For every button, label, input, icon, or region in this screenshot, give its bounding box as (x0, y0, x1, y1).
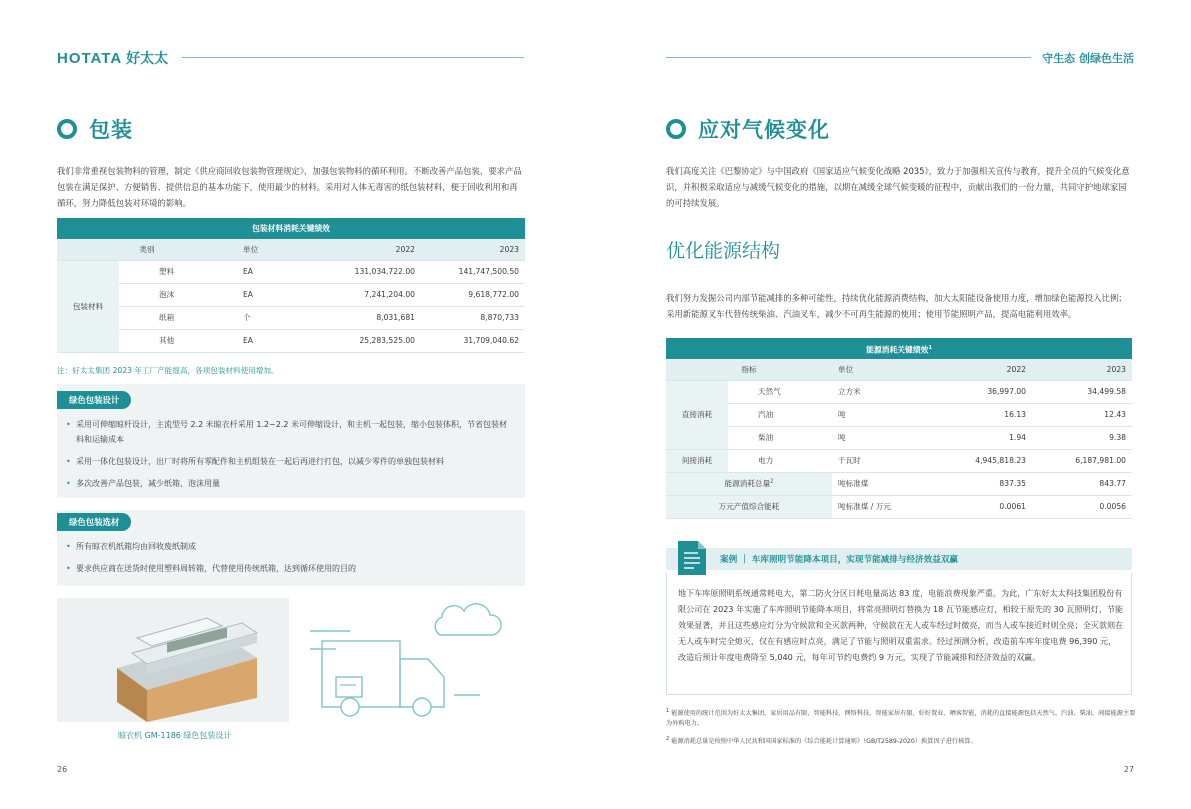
cell: EA (237, 329, 317, 352)
cell: 34,499.58 (1032, 380, 1132, 403)
page-title: 应对气候变化 (698, 118, 830, 142)
cell: 16.13 (932, 403, 1032, 426)
table-row (57, 283, 525, 306)
list-item: • 所有晾衣机纸箱均由回收废纸制成 (64, 539, 514, 554)
slogan: 守生态 创绿色生活 (1042, 52, 1134, 65)
section-title-packaging (57, 114, 133, 144)
table-row (57, 260, 525, 283)
logo-en: HOTATA (57, 49, 123, 67)
cell: 837.35 (932, 472, 1032, 495)
subtitle: 优化能源结构 (666, 240, 781, 262)
cell: 31,709,040.62 (421, 329, 525, 352)
table-row (666, 449, 1132, 472)
logo-cn: 好太太 (126, 51, 169, 67)
cell: 4,945,818.23 (932, 449, 1032, 472)
col-header: 2023 (1032, 359, 1132, 380)
footnote: $^2$ 能源消耗总量是按照中华人民共和国国家标准的《综合能耗计算通则》（GB/T2589-2020）换算因子进行核算。 (666, 736, 977, 746)
right-page (596, 0, 1191, 809)
cell: 个 (237, 306, 317, 329)
cell: 纸箱 (119, 306, 237, 329)
cell: 0.0061 (932, 495, 1032, 518)
green-design-list (64, 417, 514, 498)
table-row (666, 403, 1132, 426)
col-header: 2023 (421, 239, 525, 260)
cell: 电力 (728, 449, 832, 472)
table-row (666, 495, 1132, 518)
logo (57, 48, 168, 68)
category-cell: 间接消耗 (666, 449, 728, 472)
header-rule (182, 57, 524, 58)
cell: 7,241,204.00 (317, 283, 421, 306)
footnote: $^1$ 能源使用的统计范围为好太太集团、家居用品有限、智能科技、网络科技、智能家居有限、好好置业、晒客智能，消耗的直接能源包括天然气、汽油、柴油，间接能源主要为外购电力。 (666, 708, 1136, 728)
left-page (0, 0, 595, 809)
cell: 千瓦时 (832, 449, 932, 472)
intro-paragraph: 我们高度关注《巴黎协定》与中国政府《国家适应气候变化战略 2035》，致力于加强相关宣传与教育，提升全员的气候变化意识，并积极采取适应与减缓气候变化的措施，以期在减缓全球气候变暖的征程中，贡献出我们的一份力量，共同守护地球家园的可持续发展。 (666, 166, 1130, 208)
energy-table (666, 338, 1132, 519)
cell: 843.77 (1032, 472, 1132, 495)
case-text: 地下车库原照明系统通常耗电大，第二防火分区日耗电量高达 83 度，电能浪费现象严重。为此，广东好太太科技集团股份有限公司在 2023 年实施了车库照明节能降本项目，将常亮照明灯替换为 18 瓦节能感应灯，相较于原先的 30 瓦照明灯，节能效果显著，并且这些感应灯分为守候款和全灭款两种，守候款在无人或车经过时微亮，而当人或车接近时则全亮；全灭款则在无人或车时完全熄灭，仅在有感应时点亮，满足了节能与照明双重需求。经过预测分析，改造前车库年度电费 96,390 元，改造后预计年度电费降至 5,040 元，每年可节约电费约 9 万元，实现了节能减排和经济效益的双赢。 (678, 588, 1124, 662)
table-note: 注：好太太集团 2023 年工厂产能提高，各项包装材料使用增加。 (57, 366, 279, 375)
cell: 吨标准煤 (832, 472, 932, 495)
list-item: • 多次改善产品包装，减少纸箱、泡沫用量 (64, 476, 514, 491)
intensity-label-cell: 万元产值综合能耗 (666, 495, 832, 518)
cell: EA (237, 260, 317, 283)
list-item: • 要求供应商在送货时使用塑料周转箱，代替使用传统纸箱，达到循环使用的目的 (64, 561, 514, 576)
cell: 1.94 (932, 426, 1032, 449)
packaging-table (57, 218, 525, 353)
cell: 8,031,681 (317, 306, 421, 329)
cell: 吨标准煤 / 万元 (832, 495, 932, 518)
ring-icon (57, 119, 77, 139)
cell: 9,618,772.00 (421, 283, 525, 306)
green-design-tag: 绿色包装设计 (57, 391, 131, 409)
cell: 吨 (832, 403, 932, 426)
green-material-tag: 绿色包装选材 (57, 513, 131, 531)
table-row (666, 380, 1132, 403)
cell: 汽油 (728, 403, 832, 426)
table-row (57, 329, 525, 352)
cell: 泡沫 (119, 283, 237, 306)
cell: 131,034,722.00 (317, 260, 421, 283)
table-header-row (57, 239, 525, 260)
ring-icon (666, 119, 686, 139)
page-title: 包装 (89, 118, 133, 142)
box-icon (57, 598, 289, 722)
cell: 天然气 (728, 380, 832, 403)
col-header: 2022 (932, 359, 1032, 380)
cell: 立方米 (832, 380, 932, 403)
cell: 8,870,733 (421, 306, 525, 329)
cell: 0.0056 (1032, 495, 1132, 518)
cell: 6,187,981.00 (1032, 449, 1132, 472)
page-number: 27 (1123, 765, 1134, 774)
table-row (666, 472, 1132, 495)
category-cell: 直接消耗 (666, 380, 728, 449)
cell: 12.43 (1032, 403, 1132, 426)
col-header: 2022 (317, 239, 421, 260)
cell: 25,283,525.00 (317, 329, 421, 352)
table-caption: 能源消耗关键绩效$^1$ (666, 338, 1132, 359)
energy-paragraph: 我们努力发掘公司内部节能减排的多种可能性，持续优化能源消费结构，加大太阳能设备使用力度，增加绿色能源投入比例；采用新能源叉车代替传统柴油、汽油叉车，减少不可再生能源的使用；使用节能照明产品，提高电能利用效率。 (666, 293, 1127, 319)
cell: 吨 (832, 426, 932, 449)
cell: 9.38 (1032, 426, 1132, 449)
intro-paragraph: 我们非常重视包装物料的管理，制定《供应商回收包装物管理规定》，加强包装物料的循环利用。不断改善产品包装，要求产品包装在满足保护、方便销售、提供信息的基本功能下，使用最少的材料。采用对人体无毒害的纸包装材料，便于回收利用和再循环，努力降低包装对环境的影响。 (57, 166, 522, 208)
col-header: 单位 (237, 239, 317, 260)
table-header-row (666, 359, 1132, 380)
col-header: 指标 (666, 359, 832, 380)
footnotes (666, 706, 1136, 747)
cell: 141,747,500.50 (421, 260, 525, 283)
cell: EA (237, 283, 317, 306)
cell: 其他 (119, 329, 237, 352)
cell: 柴油 (728, 426, 832, 449)
table-row (57, 306, 525, 329)
truck-icon (310, 595, 525, 720)
col-header: 单位 (832, 359, 932, 380)
category-cell: 包装材料 (57, 260, 119, 352)
photo-caption: 晾衣机 GM-1186 绿色包装设计 (118, 731, 232, 740)
green-material-list (64, 539, 514, 583)
total-label-cell: 能源消耗总量$^2$ (666, 472, 832, 495)
table-caption: 包装材料消耗关键绩效 (57, 218, 525, 239)
document-icon (676, 539, 708, 577)
section-title-climate (666, 114, 830, 144)
col-header: 类别 (57, 239, 237, 260)
cell: 塑料 (119, 260, 237, 283)
page-number: 26 (57, 765, 68, 774)
list-item: • 采用一体化包装设计，出厂时将所有零配件和主机组装在一起后再进行打包，以减少零件的单独包装材料 (64, 454, 514, 469)
packaging-photo (57, 598, 289, 722)
table-row (666, 426, 1132, 449)
header-rule (666, 57, 1031, 58)
cell: 36,997.00 (932, 380, 1032, 403)
case-title: 案例 ｜ 车库照明节能降本项目，实现节能减排与经济效益双赢 (720, 555, 959, 565)
list-item: • 采用可伸缩晾杆设计，主流型号 2.2 米晾衣杆采用 1.2~2.2 米可伸缩设计，和主机一起包装，缩小包装体积，节省包装材料和运输成本 (64, 417, 514, 447)
